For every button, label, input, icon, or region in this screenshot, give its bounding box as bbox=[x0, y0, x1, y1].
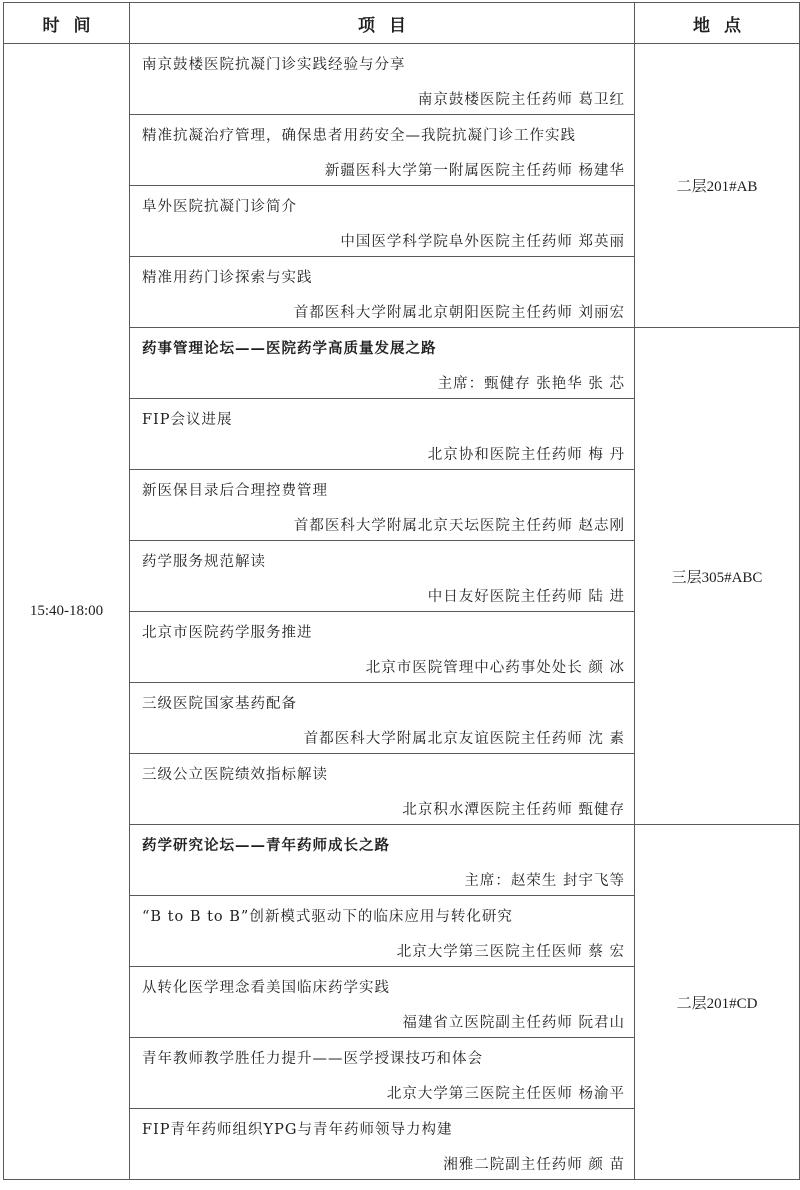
agenda-item bbox=[130, 541, 635, 612]
agenda-item bbox=[130, 1109, 635, 1180]
forum-title: 药事管理论坛——医院药学高质量发展之路 bbox=[142, 340, 437, 357]
speaker-name: 首都医科大学附属北京友谊医院主任药师 沈 素 bbox=[303, 731, 625, 747]
agenda-item bbox=[130, 44, 635, 115]
agenda-item bbox=[130, 612, 635, 683]
location-cell: 二层201#AB bbox=[635, 44, 800, 328]
schedule-body bbox=[4, 44, 800, 1180]
speaker-name: 北京市医院管理中心药事处处长 颜 冰 bbox=[365, 660, 625, 676]
forum-title: 药学研究论坛——青年药师成长之路 bbox=[142, 837, 390, 854]
time-cell: 15:40-18:00 bbox=[4, 44, 130, 1180]
speaker-name: 中国医学科学院阜外医院主任药师 郑英丽 bbox=[340, 234, 625, 250]
speaker-name: 北京大学第三医院主任医师 杨渝平 bbox=[386, 1086, 625, 1102]
speaker-name: 北京大学第三医院主任医师 蔡 宏 bbox=[396, 944, 625, 960]
talk-title: FIP青年药师组织YPG与青年药师领导力构建 bbox=[142, 1122, 453, 1138]
talk-title: 阜外医院抗凝门诊简介 bbox=[142, 199, 297, 215]
agenda-item bbox=[130, 328, 635, 399]
speaker-name: 湘雅二院副主任药师 颜 苗 bbox=[443, 1157, 625, 1173]
speaker-name: 北京协和医院主任药师 梅 丹 bbox=[427, 447, 625, 463]
location-cell: 三层305#ABC bbox=[635, 328, 800, 825]
agenda-item bbox=[130, 896, 635, 967]
speaker-name: 中日友好医院主任药师 陆 进 bbox=[427, 589, 625, 605]
talk-title: 精准用药门诊探索与实践 bbox=[142, 270, 313, 286]
talk-title: “B to B to B”创新模式驱动下的临床应用与转化研究 bbox=[142, 909, 513, 925]
chair-names: 主席：赵荣生 封宇飞等 bbox=[464, 873, 625, 889]
talk-title: 青年教师教学胜任力提升——医学授课技巧和体会 bbox=[142, 1051, 483, 1067]
speaker-name: 福建省立医院副主任药师 阮君山 bbox=[402, 1015, 625, 1031]
agenda-item bbox=[130, 754, 635, 825]
agenda-item bbox=[130, 257, 635, 328]
talk-title: 药学服务规范解读 bbox=[142, 554, 266, 570]
header-location: 地点 bbox=[635, 3, 800, 44]
speaker-name: 首都医科大学附属北京天坛医院主任药师 赵志刚 bbox=[293, 518, 625, 534]
agenda-item bbox=[130, 186, 635, 257]
schedule-table bbox=[3, 2, 800, 1180]
agenda-item bbox=[130, 967, 635, 1038]
agenda-item bbox=[130, 470, 635, 541]
agenda-item bbox=[130, 683, 635, 754]
location-cell: 二层201#CD bbox=[635, 825, 800, 1180]
talk-title: 精准抗凝治疗管理，确保患者用药安全—我院抗凝门诊工作实践 bbox=[142, 128, 576, 144]
speaker-name: 北京积水潭医院主任药师 甄健存 bbox=[402, 802, 625, 818]
talk-title: FIP会议进展 bbox=[142, 412, 233, 428]
speaker-name: 首都医科大学附属北京朝阳医院主任药师 刘丽宏 bbox=[293, 305, 625, 321]
agenda-item bbox=[130, 1038, 635, 1109]
header-row bbox=[4, 3, 800, 44]
talk-title: 三级医院国家基药配备 bbox=[142, 696, 297, 712]
header-time: 时间 bbox=[4, 3, 130, 44]
table-row bbox=[4, 44, 800, 115]
talk-title: 新医保目录后合理控费管理 bbox=[142, 483, 328, 499]
agenda-item bbox=[130, 399, 635, 470]
talk-title: 从转化医学理念看美国临床药学实践 bbox=[142, 980, 390, 996]
talk-title: 南京鼓楼医院抗凝门诊实践经验与分享 bbox=[142, 57, 406, 73]
speaker-name: 新疆医科大学第一附属医院主任药师 杨建华 bbox=[324, 163, 625, 179]
talk-title: 北京市医院药学服务推进 bbox=[142, 625, 313, 641]
speaker-name: 南京鼓楼医院主任药师 葛卫红 bbox=[417, 92, 625, 108]
header-item: 项目 bbox=[130, 3, 635, 44]
chair-names: 主席：甄健存 张艳华 张 芯 bbox=[437, 376, 625, 392]
talk-title: 三级公立医院绩效指标解读 bbox=[142, 767, 328, 783]
agenda-item bbox=[130, 825, 635, 896]
agenda-item bbox=[130, 115, 635, 186]
